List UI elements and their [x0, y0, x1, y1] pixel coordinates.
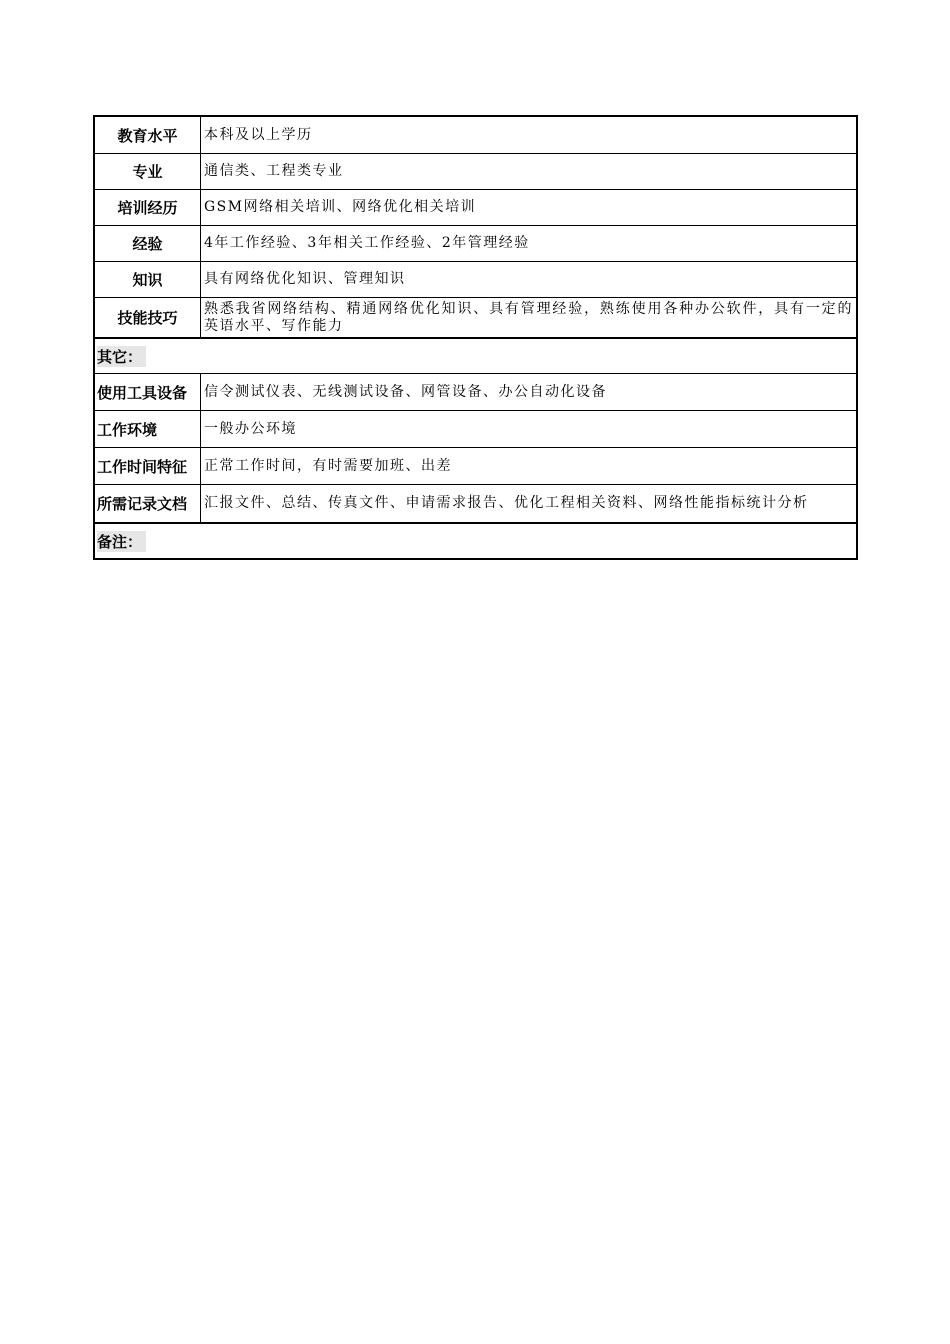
row-label: 专业 — [95, 154, 201, 189]
row-environment — [95, 410, 856, 447]
row-value: 熟悉我省网络结构、精通网络优化知识、具有管理经验，熟练使用各种办公软件，具有一定的英语水平、写作能力 — [204, 300, 853, 334]
row-education — [95, 117, 856, 153]
row-tools — [95, 373, 856, 410]
section-title-text: 其它： — [97, 346, 146, 367]
row-major — [95, 153, 856, 189]
row-label: 工作环境 — [95, 411, 201, 447]
section-title — [95, 339, 146, 373]
row-documents — [95, 484, 856, 522]
row-label: 培训经历 — [95, 190, 201, 225]
row-label: 经验 — [95, 226, 201, 261]
row-value: 4年工作经验、3年相关工作经验、2年管理经验 — [204, 235, 530, 251]
row-value: GSM网络相关培训、网络优化相关培训 — [204, 199, 477, 215]
row-value: 本科及以上学历 — [204, 126, 313, 143]
row-value: 一般办公环境 — [204, 420, 297, 437]
section-notes — [95, 522, 856, 558]
row-work-hours — [95, 447, 856, 484]
row-label: 所需记录文档 — [95, 485, 201, 522]
section-other — [95, 337, 856, 373]
row-label: 使用工具设备 — [95, 374, 201, 410]
row-knowledge — [95, 261, 856, 297]
section-title — [95, 524, 146, 558]
row-experience — [95, 225, 856, 261]
row-skills — [95, 297, 856, 337]
section-title-text: 备注： — [97, 531, 146, 552]
row-value: 正常工作时间，有时需要加班、出差 — [204, 457, 452, 474]
row-label: 知识 — [95, 262, 201, 297]
row-value: 信令测试仪表、无线测试设备、网管设备、办公自动化设备 — [204, 383, 607, 400]
row-label: 工作时间特征 — [95, 448, 201, 484]
row-label: 教育水平 — [95, 117, 201, 153]
row-label: 技能技巧 — [95, 298, 201, 337]
job-spec-table — [93, 115, 858, 560]
row-training — [95, 189, 856, 225]
row-value: 汇报文件、总结、传真文件、申请需求报告、优化工程相关资料、网络性能指标统计分析 — [204, 495, 809, 511]
row-value: 具有网络优化知识、管理知识 — [204, 271, 406, 287]
row-value: 通信类、工程类专业 — [204, 163, 344, 179]
